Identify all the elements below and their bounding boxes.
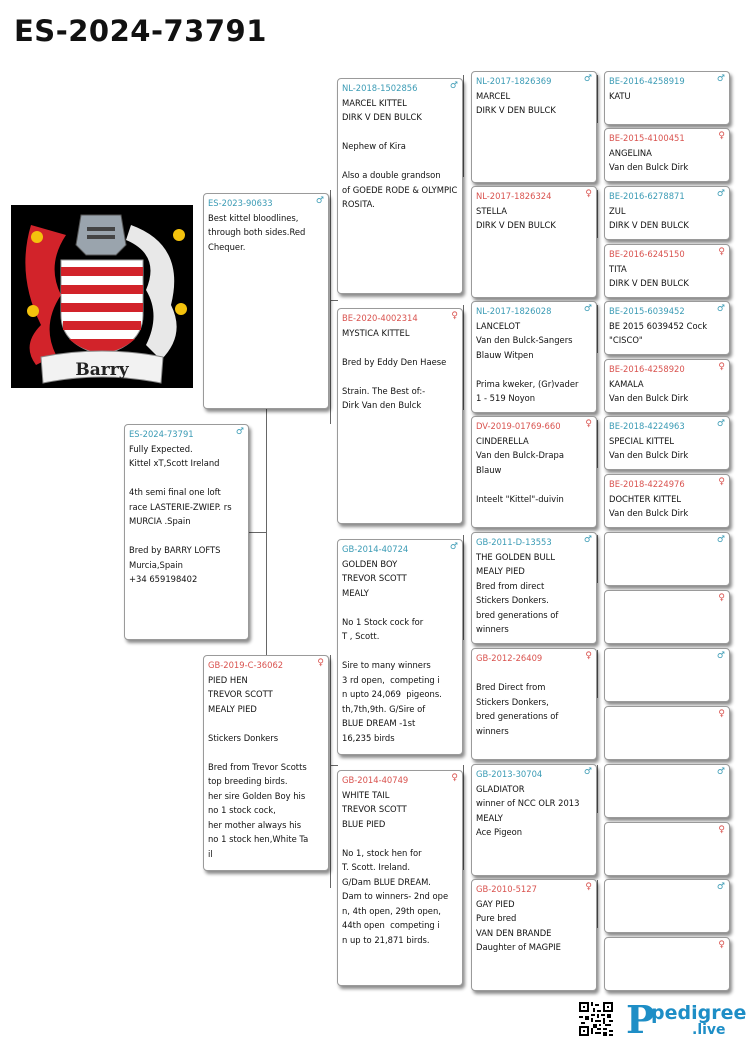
pigeon-info-line: Blauw Witpen [476,349,534,360]
pigeon-info-line: Murcia,Spain [129,559,183,570]
pigeon-card-dss[interactable] [471,532,597,644]
pigeon-info-line: Dirk Van den Bulck [342,400,422,410]
pigeon-info-line: MARCEL [476,90,511,101]
ring-number: GB-2014-40724 [342,544,409,554]
pigeon-card-g4-11[interactable] [604,648,730,702]
pigeon-card-g4-15[interactable] [604,879,730,933]
pigeon-info-line: her sire Golden Boy his [208,790,306,801]
pigeon-info-line: top breeding birds. [208,776,288,786]
pigeon-info-line: no 1 stock hen,White Ta [208,834,309,844]
ring-number: BE-2016-4258919 [609,76,685,86]
family-crest-image [11,205,193,388]
pedigree-title: ES-2024-73791 [14,14,267,48]
ring-number: GB-2013-30704 [476,769,543,779]
pigeon-card-g4-5[interactable] [604,301,730,355]
pigeon-info-line: GLADIATOR [476,783,525,794]
pigeon-info-line: Pure bred [476,913,517,923]
pigeon-info-line: DIRK V DEN BULCK [476,220,556,230]
pigeon-info-line: Sire to many winners [342,660,431,670]
ring-number: BE-2016-6278871 [609,191,685,201]
female-sex-icon: ♀ [451,311,458,321]
pigeon-info-line: DIRK V DEN BULCK [476,105,556,115]
pigeon-card-g4-3[interactable] [604,186,730,240]
pigeon-info-line: il [208,848,213,859]
pigeon-info-line: 44th open competing i [342,920,440,930]
pigeon-info-line: Dam to winners- 2nd ope [342,891,449,901]
ring-number: NL-2018-1502856 [342,83,418,93]
pigeon-info-line [208,745,324,760]
male-sex-icon: ♂ [583,74,592,84]
pigeon-info-line: +34 659198402 [129,574,198,584]
logo-wordmark: pedigree [651,1002,747,1024]
qr-code-image [579,1002,613,1036]
pigeon-info-line: MEALY [476,812,503,823]
pigeon-info-line [342,125,458,140]
pigeon-info-line: 1 - 519 Noyon [476,393,536,403]
ring-number: BE-2018-4224963 [609,421,685,431]
pigeon-card-g4-6[interactable] [604,359,730,413]
male-sex-icon: ♂ [449,542,458,552]
male-sex-icon: ♂ [583,304,592,314]
female-sex-icon: ♀ [585,419,592,429]
pigeon-info-line [342,600,458,615]
pigeon-info-line: bred generations of [476,711,559,721]
pigeon-info-line: MYSTICA KITTEL [342,327,410,338]
female-sex-icon: ♀ [317,658,324,668]
pigeon-info-line: n upto 24,069 pigeons. [342,689,442,699]
male-sex-icon: ♂ [583,535,592,545]
pigeon-info-line: ROSITA. [342,199,375,209]
pigeon-info-line: MARCEL KITTEL [342,97,407,108]
male-sex-icon: ♂ [716,767,725,777]
female-sex-icon: ♀ [585,651,592,661]
pigeon-info-line: of GOEDE RODE & OLYMPIC [342,184,458,195]
pigeon-info-line: KATU [609,90,631,101]
connector-line [248,532,267,533]
pigeon-info-line: Van den Bulck-Drapa [476,450,564,460]
ring-number: ES-2024-73791 [129,429,194,439]
male-sex-icon: ♂ [716,651,725,661]
ring-number: ES-2023-90633 [208,198,273,208]
connector-line [463,765,464,870]
pigeon-info-line: No 1 Stock cock for [342,616,424,627]
pigeon-info-line: no 1 stock cock, [208,805,276,815]
pigeon-info-line: BLUE PIED [342,818,386,829]
male-sex-icon: ♂ [716,882,725,892]
pigeon-info-line: Van den Bulck Dirk [609,508,689,518]
pigeon-card-sdd[interactable] [471,416,597,528]
pigeon-card-sire-dam[interactable] [337,308,463,524]
pigeon-info-line: Best kittel bloodlines, [208,212,299,223]
pigeon-info-line: Stickers Donkers, [476,696,549,707]
connector-line [597,650,598,698]
female-sex-icon: ♀ [718,247,725,257]
pigeon-info-line: Blauw [476,464,502,475]
pigeon-info-line [476,666,592,681]
pigeon-info-line: 16,235 birds [342,732,395,743]
connector-line [597,190,598,238]
male-sex-icon: ♂ [716,419,725,429]
ring-number: NL-2017-1826028 [476,306,552,316]
pigeon-info-line: n, 4th open, 29th open, [342,905,441,916]
connector-line [597,535,598,583]
pigeon-info-line: T. Scott. Ireland. [342,862,411,872]
pigeon-card-ddd[interactable] [471,879,597,991]
pigeon-info-line: PIED HEN [208,674,248,685]
pigeon-info-line [342,369,458,384]
pigeon-info-line: ANGELINA [609,147,652,158]
pigeon-info-line: LANCELOT [476,320,521,331]
pigeon-card-g4-12[interactable] [604,706,730,760]
pigeon-card-g4-7[interactable] [604,416,730,470]
pigeon-info-line: DOCHTER KITTEL [609,493,682,504]
pigeon-info-line: MURCIA .Spain [129,516,191,526]
pigeon-info-line: Stickers Donkers. [476,595,549,605]
pigeon-card-ssd[interactable] [471,186,597,298]
pigeon-info-line [342,154,458,169]
connector-line [597,880,598,928]
pigeon-info-line: G/Dam BLUE DREAM. [342,876,431,887]
pigeon-card-g4-14[interactable] [604,822,730,876]
pigeon-info-line [129,471,244,486]
connector-line [463,75,464,177]
female-sex-icon: ♀ [718,131,725,141]
ring-number: BE-2015-4100451 [609,133,685,143]
pigeon-info-line: Strain. The Best of:- [342,385,426,396]
male-sex-icon: ♂ [315,196,324,206]
ring-number: BE-2018-4224976 [609,479,685,489]
pigeon-card-dam-dam[interactable] [337,770,463,986]
pigeon-info-line: MEALY PIED [476,566,525,576]
connector-line [330,765,338,766]
pigeon-info-line: Inteelt "Kittel"-duivin [476,493,564,504]
pigeon-info-line: Van den Bulck Dirk [609,393,689,403]
pigeon-info-line: THE GOLDEN BULL [476,551,555,562]
pigeon-info-line: DIRK V DEN BULCK [342,112,422,122]
pigeon-card-sss[interactable] [471,71,597,183]
pigeon-card-sire[interactable] [203,193,329,409]
pigeon-info-line [342,340,458,355]
connector-line [266,408,267,659]
pigeon-info-line: Van den Bulck Dirk [609,162,689,172]
pigeon-card-dam-sire[interactable] [337,539,463,755]
ring-number: DV-2019-01769-660 [476,421,561,431]
connector-line [597,75,598,123]
connector-line [597,305,598,353]
pigeon-info-line: winners [476,725,509,736]
pigeon-info-line: 4th semi final one loft [129,487,221,497]
pigeon-info-line: ZUL [609,205,626,216]
connector-line [463,535,464,640]
pigeon-info-line: T , Scott. [342,631,380,641]
pigeon-info-line: WHITE TAIL [342,789,390,800]
pigeon-info-line: bred generations of [476,609,559,620]
pigeon-info-line [129,529,244,544]
ring-number: NL-2017-1826369 [476,76,552,86]
pigeon-card-g4-13[interactable] [604,764,730,818]
pigeon-info-line: TREVOR SCOTT [342,804,407,814]
connector-line [330,300,338,301]
pigeon-info-line: Also a double grandson [342,170,441,180]
pigeon-info-line: TREVOR SCOTT [342,573,407,583]
ring-number: BE-2015-6039452 [609,306,685,316]
male-sex-icon: ♂ [716,304,725,314]
ring-number: GB-2019-C-36062 [208,660,284,670]
connector-line [463,305,464,410]
pigeon-info-line: VAN DEN BRANDE [476,927,552,938]
pigeon-info-line: Nephew of Kira [342,141,406,151]
pigeon-info-line: DIRK V DEN BULCK [609,220,689,230]
ring-number: GB-2012-26409 [476,653,543,663]
pigeon-info-line: race LASTERIE-ZWIEP. rs [129,501,232,512]
pigeon-info-line: Bred from Trevor Scotts [208,761,307,772]
pigeon-info-line: th,7th,9th. G/Sire of [342,703,426,714]
pedigree-live-logo[interactable] [626,997,747,1042]
ring-number: GB-2010-5127 [476,884,537,894]
logo-p-mark: P [626,997,655,1042]
female-sex-icon: ♀ [718,362,725,372]
pigeon-card-g4-16[interactable] [604,937,730,991]
pigeon-info-line: Ace Pigeon [476,827,523,837]
pigeon-info-line: Kittel xT,Scott Ireland [129,458,220,468]
pigeon-info-line: Van den Bulck Dirk [609,450,689,460]
pigeon-info-line: n up to 21,871 birds. [342,934,430,945]
pigeon-info-line: BE 2015 6039452 Cock [609,320,708,331]
pigeon-info-line: "CISCO" [609,335,643,345]
pigeon-card-g4-9[interactable] [604,532,730,586]
male-sex-icon: ♂ [716,189,725,199]
svg-text:Barry: Barry [75,360,129,380]
pigeon-info-line: GAY PIED [476,898,515,909]
connector-line [597,420,598,468]
pigeon-card-dds[interactable] [471,764,597,876]
female-sex-icon: ♀ [718,709,725,719]
pigeon-card-g4-8[interactable] [604,474,730,528]
pigeon-info-line: her mother always his [208,819,302,830]
pigeon-info-line: MEALY PIED [208,703,257,714]
pigeon-info-line: Daughter of MAGPIE [476,942,561,952]
female-sex-icon: ♀ [585,882,592,892]
pigeon-card-sds[interactable] [471,301,597,413]
pigeon-info-line: Stickers Donkers [208,732,279,743]
pigeon-info-line: Bred by BARRY LOFTS [129,545,221,555]
pigeon-info-line [342,644,458,659]
pigeon-info-line: Prima kweker, (Gr)vader [476,378,579,389]
pigeon-info-line: Chequer. [208,241,246,252]
female-sex-icon: ♀ [718,477,725,487]
pigeon-info-line [476,477,592,492]
ring-number: BE-2020-4002314 [342,313,418,323]
pigeon-card-g4-10[interactable] [604,590,730,644]
logo-domain: .live [692,1022,726,1038]
pigeon-info-line: through both sides.Red [208,227,306,237]
pigeon-info-line: SPECIAL KITTEL [609,435,675,446]
pigeon-info-line: BLUE DREAM -1st [342,718,416,728]
connector-line [330,655,331,888]
male-sex-icon: ♂ [716,535,725,545]
female-sex-icon: ♀ [718,593,725,603]
connector-line [330,190,331,424]
male-sex-icon: ♂ [235,427,244,437]
male-sex-icon: ♂ [449,81,458,91]
pigeon-info-line [342,831,458,846]
pigeon-info-line: Fully Expected. [129,443,193,454]
pigeon-card-dsd[interactable] [471,648,597,760]
pigeon-info-line: winners [476,624,509,634]
pigeon-info-line: TREVOR SCOTT [208,689,273,699]
pigeon-info-line: CINDERELLA [476,435,529,446]
female-sex-icon: ♀ [718,940,725,950]
pigeon-info-line: Bred from direct [476,580,545,591]
ring-number: GB-2011-D-13553 [476,537,552,547]
pigeon-info-line: STELLA [476,205,507,216]
pigeon-info-line: Bred Direct from [476,682,546,692]
pigeon-info-line: TITA [609,263,627,274]
connector-line [597,765,598,813]
ring-number: BE-2016-6245150 [609,249,685,259]
ring-number: NL-2017-1826324 [476,191,552,201]
female-sex-icon: ♀ [718,825,725,835]
pigeon-info-line: winner of NCC OLR 2013 [476,798,580,808]
female-sex-icon: ♀ [451,773,458,783]
pigeon-card-g4-1[interactable] [604,71,730,125]
pigeon-info-line: DIRK V DEN BULCK [609,278,689,288]
pigeon-info-line: No 1, stock hen for [342,847,422,858]
pigeon-card-sire-sire[interactable] [337,78,463,294]
pigeon-card-subject[interactable] [124,424,249,640]
pigeon-info-line: Bred by Eddy Den Haese [342,356,447,367]
pigeon-card-dam[interactable] [203,655,329,871]
pigeon-info-line: KAMALA [609,378,644,389]
pigeon-info-line [208,716,324,731]
pigeon-card-g4-4[interactable] [604,244,730,298]
pigeon-info-line: MEALY [342,587,369,598]
male-sex-icon: ♂ [583,767,592,777]
male-sex-icon: ♂ [716,74,725,84]
pigeon-info-line: GOLDEN BOY [342,558,398,569]
ring-number: GB-2014-40749 [342,775,409,785]
pigeon-info-line [476,362,592,377]
pigeon-info-line: Van den Bulck-Sangers [476,335,573,345]
pigeon-info-line: 3 rd open, competing i [342,674,440,685]
ring-number: BE-2016-4258920 [609,364,685,374]
pigeon-card-g4-2[interactable] [604,128,730,182]
female-sex-icon: ♀ [585,189,592,199]
